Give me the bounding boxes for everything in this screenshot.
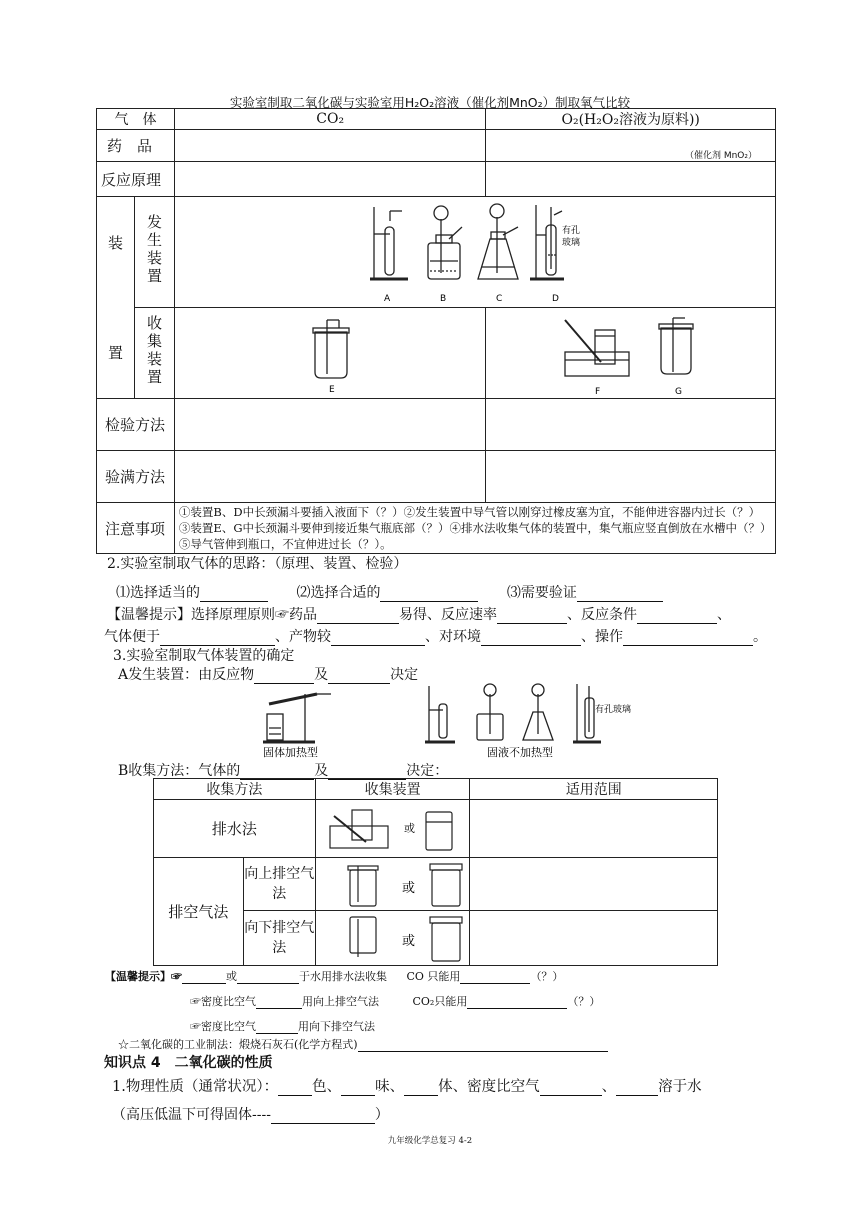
apparatus-E	[303, 316, 363, 396]
caption-solid: 固体加热型	[263, 746, 318, 759]
air-method: 排空气法	[154, 858, 244, 966]
col-device: 收集装置	[315, 779, 470, 800]
water-method: 排水法	[154, 800, 316, 858]
label-A: A	[383, 294, 391, 304]
label-C: C	[495, 294, 503, 304]
cell-co2-principle[interactable]	[174, 162, 485, 197]
label-drugs: 药 品	[97, 130, 175, 162]
down-method: 向下排空气法	[243, 911, 315, 966]
physical-properties: 1.物理性质（通常状况）： 色、 味、 体、密度比空气 、 溶于水	[112, 1079, 702, 1095]
svg-text:玻璃: 玻璃	[561, 238, 580, 248]
down-device	[315, 911, 470, 966]
header-co2: CO₂	[174, 109, 485, 130]
page-footer: 九年级化学总复习 4-2	[387, 1136, 473, 1146]
up-range[interactable]	[470, 858, 718, 911]
section3-apparatus	[255, 682, 632, 760]
cell-co2-drugs[interactable]	[174, 130, 485, 162]
section3-heading: 3.实验室制取气体装置的确定	[113, 648, 295, 664]
label-collect: 收集装置	[134, 308, 174, 399]
tip-line-1: 【温馨提示】选择原理原则☞药品 易得、反应速率 、反应条件 、	[107, 607, 731, 623]
collect-apparatus-o2	[486, 308, 776, 399]
industry-line: ☆二氧化碳的工业制法：煅烧石灰石(化学方程式)	[118, 1036, 608, 1052]
section2-items: ⑴选择适当的 ⑵选择合适的 ⑶需要验证	[116, 582, 663, 602]
cell-co2-test[interactable]	[174, 399, 485, 451]
label-gen: 发生装置	[134, 197, 174, 308]
tips-line-2: ☞密度比空气 用向上排空气法 CO₂只能用 （？）	[190, 995, 601, 1008]
label-D: D	[551, 294, 559, 304]
header-o2: O₂(H₂O₂溶液为原料))	[486, 109, 776, 130]
col-range: 适用范围	[470, 779, 718, 800]
notes-text: ①装置B、D中长颈漏斗要插入液面下（？）②发生装置中导气管以刚穿过橡皮塞为宜，不能伸进容器内过长（？）③装置E、G中长颈漏斗要伸到接近集气瓶底部（？）④排水法收集气体的装置中，集气瓶应竖直倒放在水槽中（？）⑤导气管伸到瓶口，不宜伸进过长（？）。	[174, 503, 775, 554]
label-device-bottom: 置	[107, 344, 123, 362]
section2-heading: 2.实验室制取气体的思路：（原理、装置、检验）	[107, 556, 408, 572]
tips-line-1: 【温馨提示】☞ 或 于水用排水法收集 CO 只能用 （？）	[105, 970, 564, 983]
svg-text:或: 或	[401, 881, 415, 896]
header-gas: 气 体	[97, 109, 175, 130]
label-device-top: 装	[107, 234, 123, 252]
col-method: 收集方法	[154, 779, 316, 800]
water-device	[315, 800, 470, 858]
gen-line: A发生装置：由反应物 及 决定	[118, 667, 419, 683]
label-principle: 反应原理	[97, 162, 175, 197]
svg-text:或: 或	[401, 934, 415, 949]
up-method: 向上排空气法	[243, 858, 315, 911]
cell-co2-full[interactable]	[174, 451, 485, 503]
label-full: 验满方法	[97, 451, 175, 503]
label-device	[97, 197, 135, 399]
cell-o2-test[interactable]	[486, 399, 776, 451]
up-device	[315, 858, 470, 911]
svg-text:G: G	[675, 387, 683, 397]
blank[interactable]	[200, 587, 268, 602]
cell-o2-full[interactable]	[486, 451, 776, 503]
gen-apparatus-drawing	[350, 199, 640, 307]
page-title: 实验室制取二氧化碳与实验室用H₂O₂溶液（催化剂MnO₂）制取氧气比较	[229, 95, 631, 110]
cell-o2-principle[interactable]	[486, 162, 776, 197]
water-range[interactable]	[470, 800, 718, 858]
down-range[interactable]	[470, 911, 718, 966]
svg-text:E: E	[328, 385, 335, 395]
collect-line: B收集方法：气体的 及 决定：	[118, 763, 449, 779]
apparatus-FG	[561, 314, 711, 398]
label-test: 检验方法	[97, 399, 175, 451]
glass-note-1: 有孔	[561, 226, 580, 236]
collect-apparatus-co2	[174, 308, 485, 399]
collection-table	[153, 778, 718, 966]
svg-text:有孔玻璃: 有孔玻璃	[595, 705, 632, 715]
label-notes: 注意事项	[97, 503, 175, 554]
catalyst-note: （催化剂 MnO₂）	[486, 130, 776, 162]
label-B: B	[439, 294, 447, 304]
knowledge4-heading: 知识点 4 二氧化碳的性质	[104, 1055, 273, 1071]
tips-line-3: ☞密度比空气 用向下排空气法	[190, 1020, 375, 1033]
svg-text:F: F	[595, 387, 601, 397]
solid-line: （高压低温下可得固体---- ）	[112, 1107, 389, 1123]
comparison-table	[96, 108, 776, 554]
gen-apparatus-cell	[174, 197, 775, 308]
caption-liquid: 固液不加热型	[487, 746, 553, 759]
svg-text:或: 或	[403, 822, 415, 835]
tip-line-2: 气体便于 、产物较 、对环境 、操作 。	[104, 629, 767, 645]
